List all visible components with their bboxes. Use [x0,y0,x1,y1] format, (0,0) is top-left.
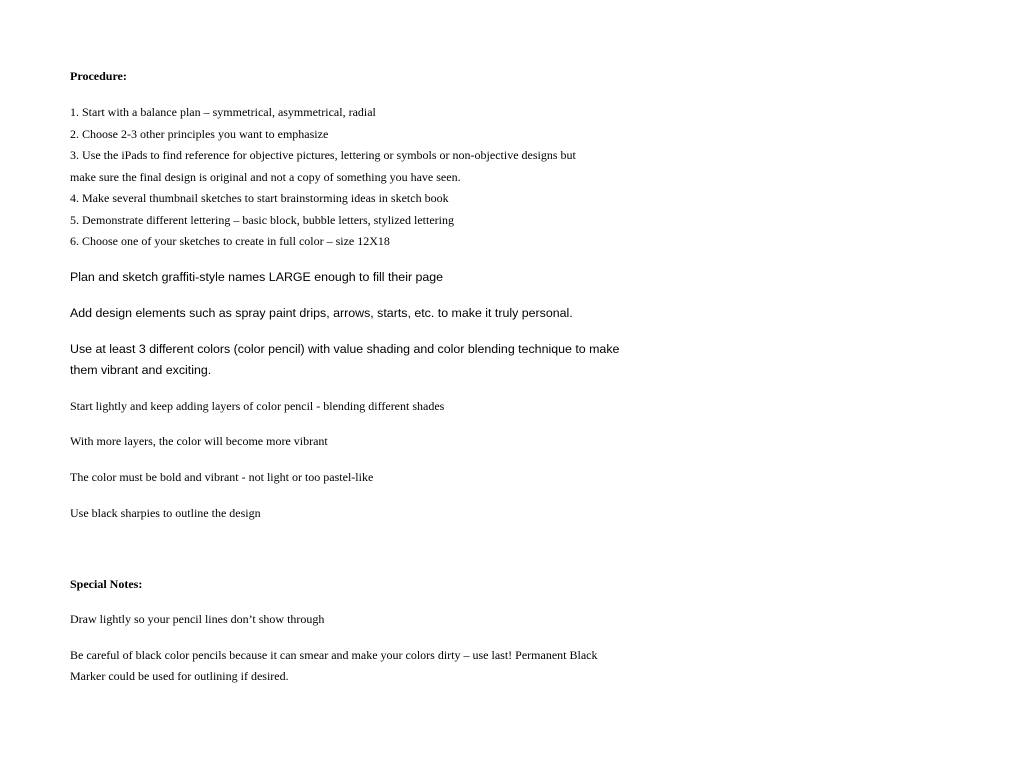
special-notes-heading: Special Notes: [70,577,143,591]
procedure-step-2: 2. Choose 2-3 other principles you want to emphasize [70,127,329,141]
special-note-2: Be careful of black color pencils because it can smear and make your colors dirty – use last! Permanent Black [70,648,598,662]
procedure-heading: Procedure: [70,69,127,83]
procedure-step-1: 1. Start with a balance plan – symmetrical, asymmetrical, radial [70,105,376,119]
instruction-colors-continued: them vibrant and exciting. [70,363,212,377]
instruction-colors: Use at least 3 different colors (color pencil) with value shading and color blending technique to make [70,342,620,356]
procedure-step-3-continued: make sure the final design is original and not a copy of something you have seen. [70,170,461,184]
special-note-2-continued: Marker could be used for outlining if desired. [70,669,289,683]
instruction-vibrant: With more layers, the color will become more vibrant [70,434,328,448]
procedure-step-6: 6. Choose one of your sketches to create in full color – size 12X18 [70,234,390,248]
procedure-step-4: 4. Make several thumbnail sketches to start brainstorming ideas in sketch book [70,191,449,205]
procedure-step-5: 5. Demonstrate different lettering – basic block, bubble letters, stylized lettering [70,213,454,227]
instruction-design-elements: Add design elements such as spray paint drips, arrows, starts, etc. to make it truly personal. [70,306,573,320]
instruction-outline: Use black sharpies to outline the design [70,506,261,520]
procedure-step-3: 3. Use the iPads to find reference for objective pictures, lettering or symbols or non-objective designs but [70,148,576,162]
instruction-plan: Plan and sketch graffiti-style names LARGE enough to fill their page [70,270,444,284]
instruction-bold-colors: The color must be bold and vibrant - not light or too pastel-like [70,470,374,484]
special-note-1: Draw lightly so your pencil lines don’t show through [70,612,325,626]
instruction-layers: Start lightly and keep adding layers of color pencil - blending different shades [70,399,445,413]
